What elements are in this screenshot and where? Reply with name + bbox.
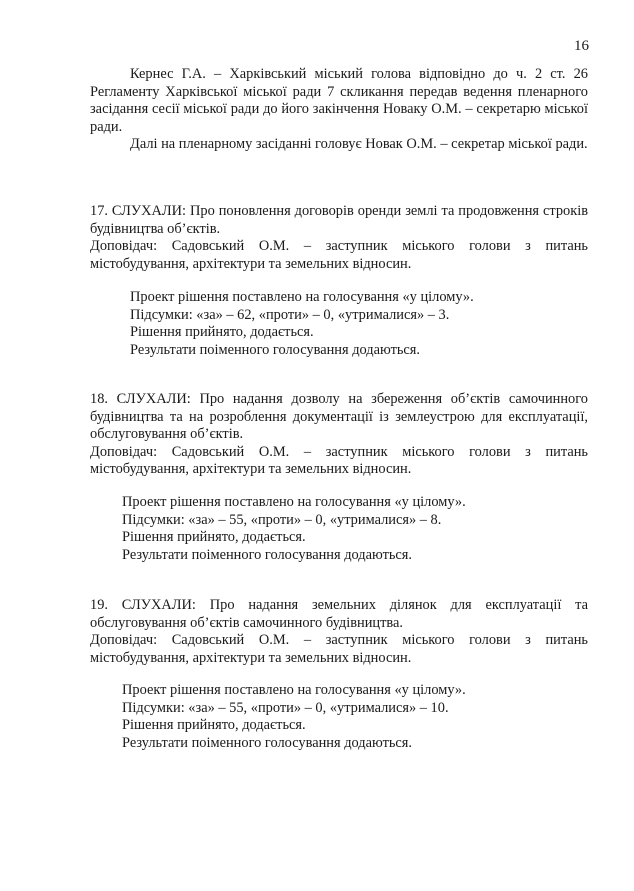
- item-18-vote: [122, 494, 466, 564]
- item-17-heading: 17. СЛУХАЛИ: Про поновлення договорів оренди землі та продовження строків будівництва об’єктів.: [90, 203, 588, 237]
- intro-paragraph-1: Кернес Г.А. – Харківський міський голова відповідно до ч. 2 ст. 26 Регламенту Харківської міської ради 7 скликання передав ведення пленарного засідання сесії міської ради до його закінчення Новаку О.М. – секретарю міської ради.: [90, 66, 588, 135]
- item-18-roll-call: Результати поіменного голосування додаються.: [122, 546, 413, 563]
- item-17-results: Підсумки: «за» – 62, «проти» – 0, «утрималися» – 3.: [130, 306, 450, 323]
- item-18-speaker: Доповідач: Садовський О.М. – заступник міського голови з питань містобудування, архітектури та земельних відносин.: [90, 443, 588, 478]
- item-18-block: [90, 391, 588, 479]
- item-17-vote-line: Проект рішення поставлено на голосування «у цілому».: [130, 289, 474, 305]
- item-18-vote-line: Проект рішення поставлено на голосування «у цілому».: [122, 494, 466, 510]
- item-17-vote: [130, 289, 474, 359]
- item-17-roll-call: Результати поіменного голосування додаються.: [130, 341, 421, 358]
- page-number: 16: [574, 38, 589, 54]
- item-19-vote: [122, 682, 466, 752]
- item-17-block: [90, 203, 588, 273]
- item-19-speaker: Доповідач: Садовський О.М. – заступник міського голови з питань містобудування, архітектури та земельних відносин.: [90, 632, 588, 666]
- item-17-decision: Рішення прийнято, додається.: [130, 324, 314, 341]
- item-17-speaker: Доповідач: Садовський О.М. – заступник міського голови з питань містобудування, архітектури та земельних відносин.: [90, 238, 588, 272]
- item-19-block: [90, 597, 588, 667]
- item-19-vote-line: Проект рішення поставлено на голосування «у цілому».: [122, 682, 466, 698]
- item-19-roll-call: Результати поіменного голосування додаються.: [122, 734, 413, 751]
- intro-block: [90, 66, 588, 154]
- intro-paragraph-2: Далі на пленарному засіданні головує Новак О.М. – секретар міської ради.: [130, 136, 588, 153]
- item-18-results: Підсумки: «за» – 55, «проти» – 0, «утрималися» – 8.: [122, 511, 442, 528]
- item-19-heading: 19. СЛУХАЛИ: Про надання земельних ділянок для експлуатації та обслуговування об’єктів самочинного будівництва.: [90, 597, 588, 631]
- item-18-decision: Рішення прийнято, додається.: [122, 529, 306, 546]
- item-18-heading: 18. СЛУХАЛИ: Про надання дозволу на збереження об’єктів самочинного будівництва та на розроблення документації із землеустрою для експлуатації, обслуговування об’єктів.: [90, 391, 588, 443]
- item-19-results: Підсумки: «за» – 55, «проти» – 0, «утрималися» – 10.: [122, 699, 449, 716]
- item-19-decision: Рішення прийнято, додається.: [122, 717, 306, 734]
